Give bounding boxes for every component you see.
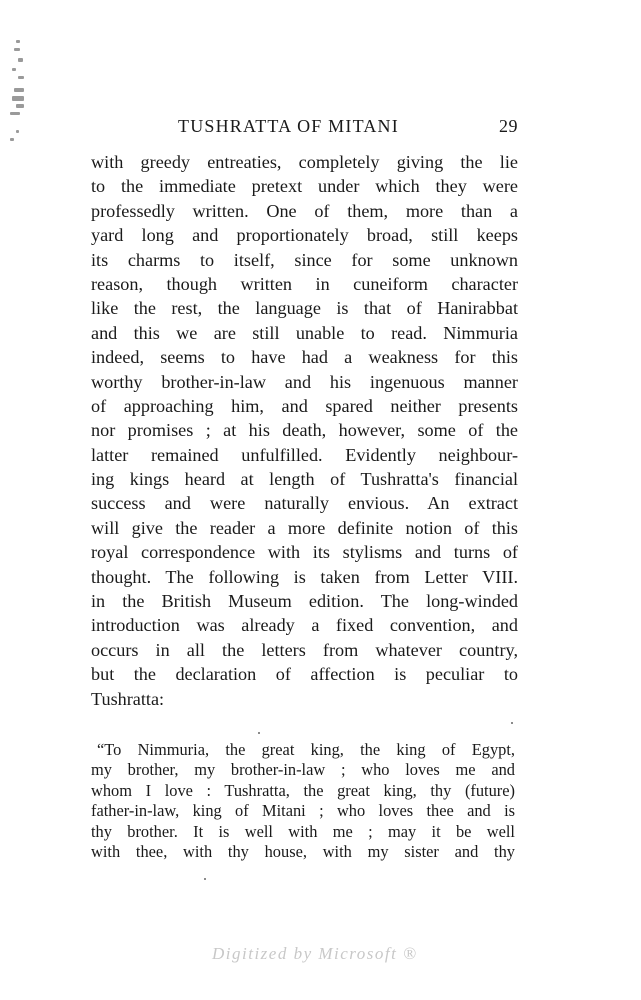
quote-line: my brother, my brother-in-law ; who loves me and: [91, 760, 515, 780]
text-line: royal correspondence with its stylisms and turns of: [91, 542, 518, 563]
print-speck: [511, 722, 513, 724]
library-stamp: [6, 40, 32, 150]
quote-line: father-in-law, king of Mitani ; who loves thee and is: [91, 801, 515, 821]
text-line: in the British Museum edition. The long-winded: [91, 591, 518, 612]
page-number: 29: [499, 116, 518, 136]
text-line: but the declaration of affection is peculiar to: [91, 664, 518, 685]
text-line: introduction was already a fixed convention, and: [91, 615, 518, 636]
text-line: thought. The following is taken from Letter VIII.: [91, 566, 518, 587]
text-line: occurs in all the letters from whatever country,: [91, 639, 518, 660]
text-line: ing kings heard at length of Tushratta's financial: [91, 469, 518, 490]
text-line: of approaching him, and spared neither presents: [91, 395, 518, 416]
quote-line: thy brother. It is well with me ; may it be well: [91, 821, 515, 841]
text-line: reason, though written in cuneiform character: [91, 273, 518, 294]
text-line: latter remained unfulfilled. Evidently neighbour-: [91, 444, 518, 465]
text-line: professedly written. One of them, more than a: [91, 200, 518, 221]
text-line: like the rest, the language is that of Hanirabbat: [91, 298, 518, 319]
quote-line: with thee, with thy house, with my sister and thy: [91, 841, 515, 861]
text-line: success and were naturally envious. An extract: [91, 493, 518, 514]
running-header: [92, 116, 518, 140]
text-line: and this we are still unable to read. Nimmuria: [91, 322, 518, 343]
text-line: with greedy entreaties, completely giving the lie: [91, 152, 518, 172]
text-line: will give the reader a more definite notion of this: [91, 517, 518, 538]
running-title: TUSHRATTA OF MITANI: [178, 116, 399, 136]
text-line: worthy brother-in-law and his ingenuous manner: [91, 371, 518, 392]
print-speck: [258, 732, 260, 734]
quote-line: “To Nimmuria, the great king, the king of Egypt,: [97, 740, 515, 759]
block-quote: [91, 740, 515, 862]
text-line: its charms to itself, since for some unknown: [91, 249, 518, 270]
text-line: to the immediate pretext under which they were: [91, 176, 518, 197]
text-line: indeed, seems to have had a weakness for this: [91, 347, 518, 368]
quote-line: whom I love : Tushratta, the great king, thy (future): [91, 780, 515, 800]
digitization-watermark: Digitized by Microsoft ®: [212, 944, 418, 963]
body-paragraph: [91, 150, 518, 711]
print-speck: [204, 878, 206, 880]
text-line: Tushratta:: [91, 688, 165, 709]
text-line: nor promises ; at his death, however, some of the: [91, 420, 518, 441]
text-line: yard long and proportionately broad, still keeps: [91, 225, 518, 246]
